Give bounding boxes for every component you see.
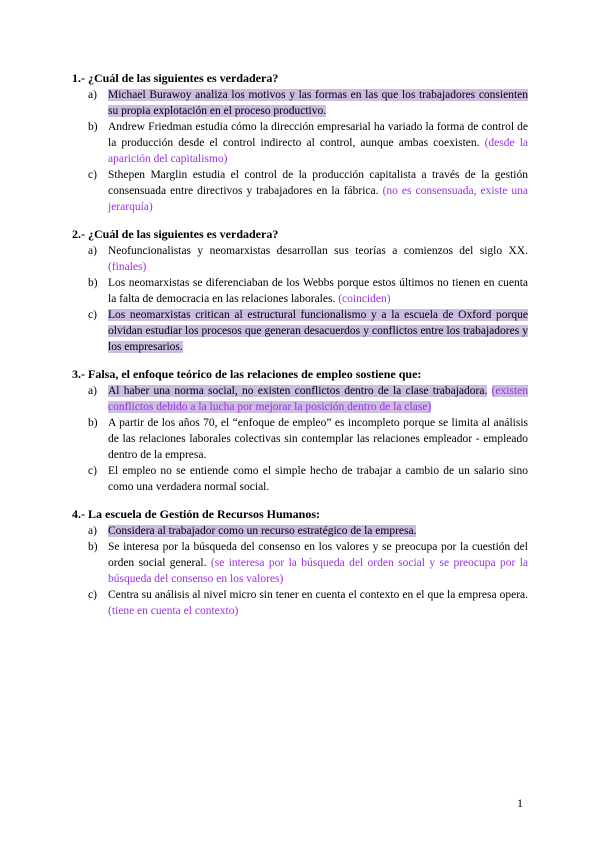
- correction-note: (no es consensuada, existe una jerarquía): [108, 185, 528, 213]
- option-text: El empleo no se entiende como el simple hecho de trabajar a cambio de un salario sino como una verdadera normal social.: [108, 465, 528, 493]
- question-block: [72, 70, 528, 215]
- option-body: [108, 87, 528, 119]
- option-text: Centra su análisis al nivel micro sin tener en cuenta el contexto en el que la empresa opera.: [108, 589, 528, 601]
- option-body: [108, 119, 528, 167]
- option-body: [108, 167, 528, 215]
- option-body: [108, 523, 528, 539]
- option-text: Se interesa por la búsqueda del consenso en los valores y se preocupa por la cuestión del orden social general.: [108, 541, 528, 569]
- option-text: A partir de los años 70, el “enfoque de empleo” es incompleto porque se limita al análisis de las relaciones laborales colectivas sin contemplar las relaciones empleador - empleado dentro de la empresa.: [108, 417, 528, 461]
- correction-note: (finales): [108, 261, 147, 273]
- option-letter: a): [88, 245, 97, 257]
- option-letter: b): [88, 277, 98, 289]
- answer-option: [72, 463, 528, 495]
- question-list: [72, 70, 528, 630]
- option-text: Los neomarxistas critican al estructural funcionalismo y a la escuela de Oxford porque olvidan estudiar los procesos que generan desacuerdos y conflictos entre los trabajadores y los empresarios.: [108, 309, 528, 353]
- option-text: Considera al trabajador como un recurso estratégico de la empresa.: [108, 525, 417, 537]
- answer-option: [72, 415, 528, 463]
- option-body: [108, 243, 528, 275]
- answer-option: [72, 119, 528, 167]
- correction-note: (existen conflictos debido a la lucha por mejorar la posición dentro de la clase): [108, 385, 529, 413]
- answer-option: [72, 275, 528, 307]
- answer-option: [72, 167, 528, 215]
- option-body: [108, 415, 528, 463]
- option-text: Los neomarxistas se diferenciaban de los Webbs porque estos últimos no tienen en cuenta la falta de democracia en las relaciones laborales.: [108, 277, 528, 305]
- option-text: Sthepen Marglin estudia el control de la producción capitalista a través de la gestión consensuada entre directivos y trabajadores en la fábrica.: [108, 169, 528, 197]
- option-text: Neofuncionalistas y neomarxistas desarrollan sus teorías a comienzos del siglo XX.: [108, 245, 528, 257]
- option-body: [108, 463, 528, 495]
- option-letter: a): [88, 385, 97, 397]
- correct-answer-option: [72, 87, 528, 119]
- page-number: 1: [517, 796, 523, 810]
- question-title: 1.- ¿Cuál de las siguientes es verdadera?: [72, 71, 279, 85]
- correct-answer-option: [72, 383, 528, 415]
- correction-note: (tiene en cuenta el contexto): [108, 605, 239, 617]
- option-body: [108, 275, 528, 307]
- option-letter: c): [88, 589, 97, 601]
- correct-answer-option: [72, 523, 528, 539]
- correction-note: (coinciden): [338, 293, 391, 305]
- option-body: [108, 383, 528, 415]
- option-body: [108, 307, 528, 355]
- option-letter: c): [88, 465, 97, 477]
- question-title: 2.- ¿Cuál de las siguientes es verdadera?: [72, 227, 279, 241]
- option-letter: b): [88, 541, 98, 553]
- option-text: Andrew Friedman estudia cómo la dirección empresarial ha variado la forma de control de la producción desde el control indirecto al control, aunque ambas coexisten.: [108, 121, 528, 149]
- question-block: [72, 226, 528, 355]
- answer-option: [72, 539, 528, 587]
- option-body: [108, 587, 528, 619]
- option-text: Al haber una norma social, no existen conflictos dentro de la clase trabajadora.: [108, 385, 488, 397]
- answer-option: [72, 587, 528, 619]
- option-letter: a): [88, 89, 97, 101]
- option-letter: c): [88, 169, 97, 181]
- option-letter: b): [88, 121, 98, 133]
- correct-answer-option: [72, 307, 528, 355]
- question-block: [72, 366, 528, 495]
- correction-note: (se interesa por la búsqueda del orden social y se preocupa por la búsqueda del consenso en los valores): [108, 557, 529, 585]
- answer-option: [72, 243, 528, 275]
- correction-note: (desde la aparición del capitalismo): [108, 137, 528, 165]
- option-letter: b): [88, 417, 98, 429]
- option-letter: a): [88, 525, 97, 537]
- option-body: [108, 539, 528, 587]
- question-block: [72, 506, 528, 619]
- option-letter: c): [88, 309, 97, 321]
- question-title: 4.- La escuela de Gestión de Recursos Humanos:: [72, 507, 320, 521]
- option-text: Michael Burawoy analiza los motivos y las formas en las que los trabajadores consienten su propia explotación en el proceso productivo.: [108, 89, 528, 117]
- question-title: 3.- Falsa, el enfoque teórico de las relaciones de empleo sostiene que:: [72, 367, 422, 381]
